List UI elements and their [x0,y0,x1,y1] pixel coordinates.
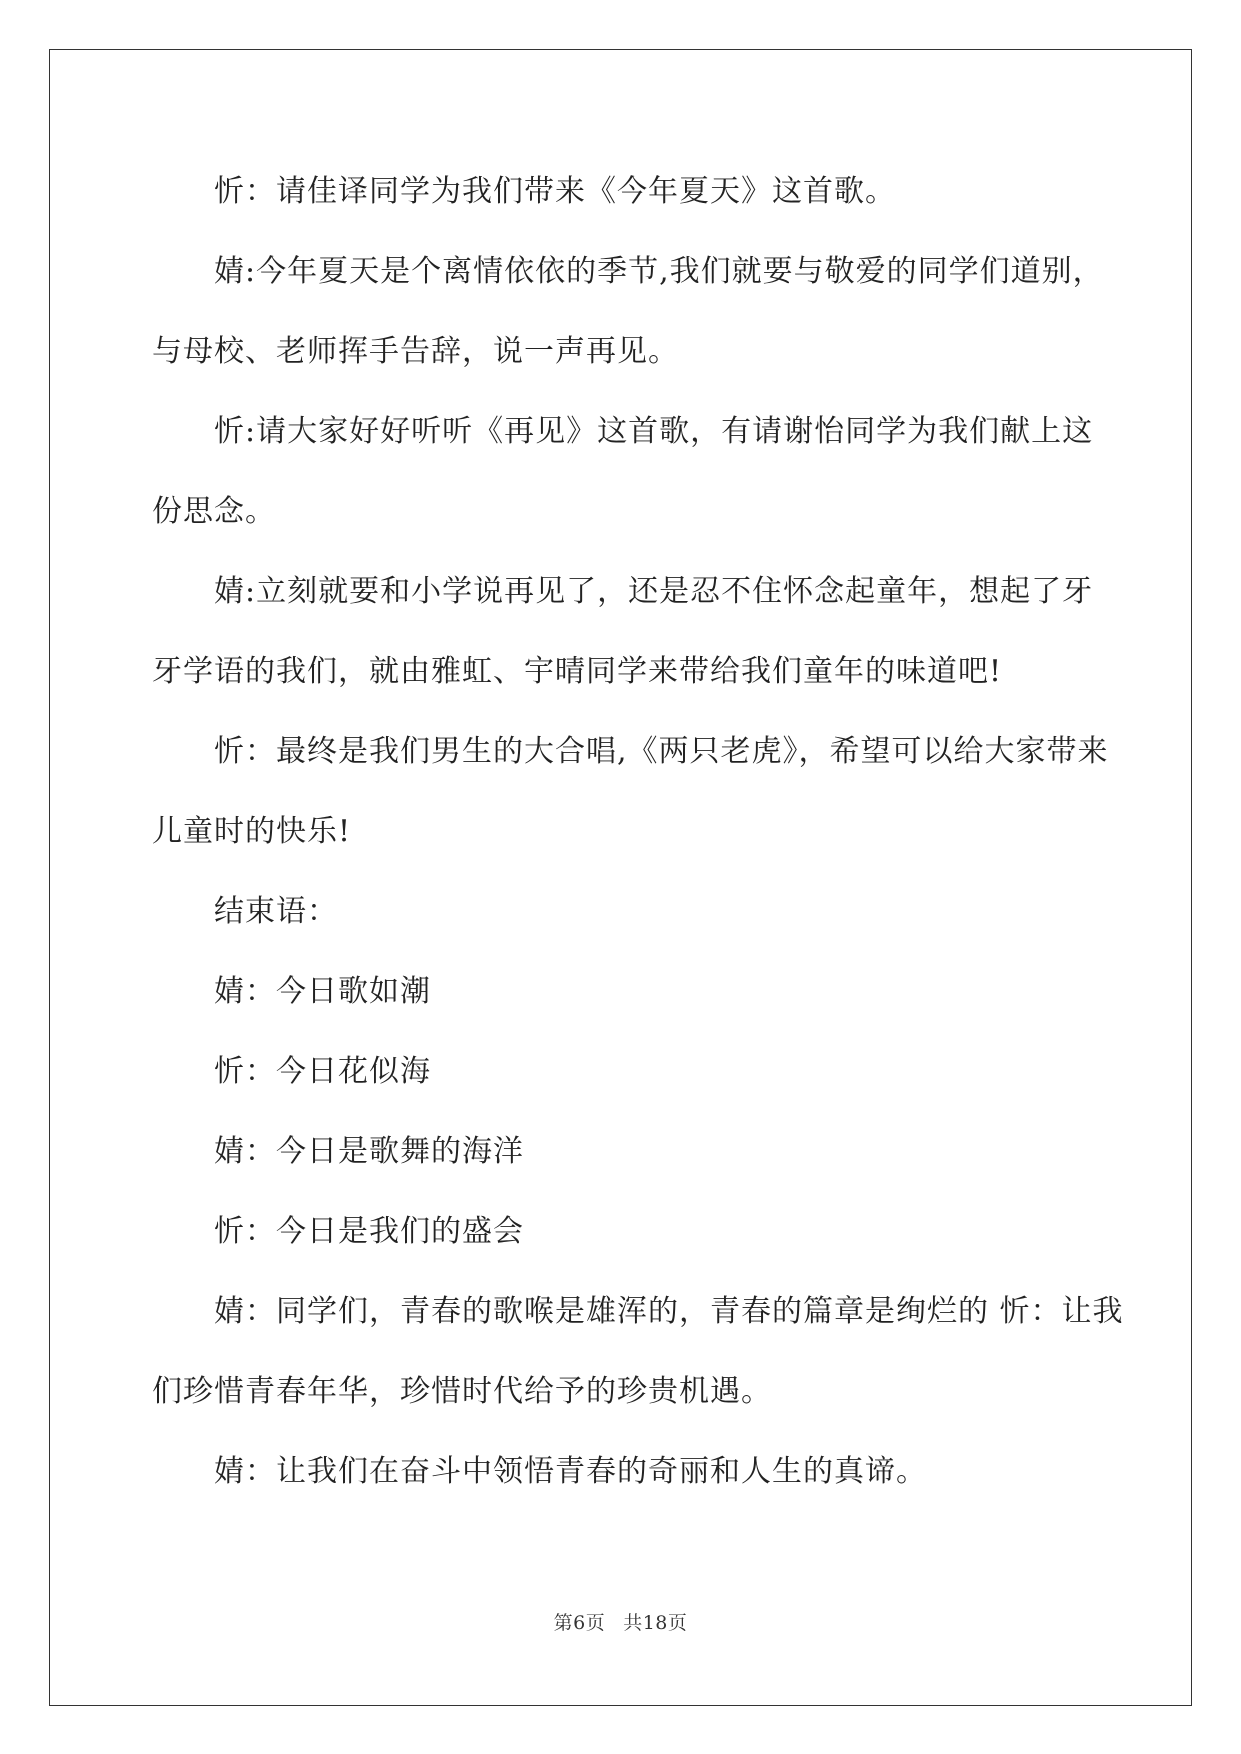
document-body [152,152,1124,1512]
section-heading: 结束语： [214,894,338,929]
paragraph: 忻：今日是我们的盛会 [214,1214,524,1249]
paragraph: 忻：今日花似海 [214,1054,431,1089]
paragraph: 婧:今年夏天是个离情依依的季节,我们就要与敬爱的同学们道别，与母校、老师挥手告辞，说一声再见。 [152,254,1104,369]
page-footer [0,1608,1241,1635]
total-pages: 共18页 [623,1612,688,1634]
paragraph: 婧：让我们在奋斗中领悟青春的奇丽和人生的真谛。 [214,1454,927,1489]
paragraph: 婧：今日歌如潮 [214,974,431,1009]
paragraph: 婧：同学们，青春的歌喉是雄浑的，青春的篇章是绚烂的 忻：让我们珍惜青春年华，珍惜时代给予的珍贵机遇。 [152,1294,1124,1409]
paragraph: 忻：请佳译同学为我们带来《今年夏天》这首歌。 [214,174,896,209]
paragraph: 忻:请大家好好听听《再见》这首歌，有请谢怡同学为我们献上这份思念。 [152,414,1094,529]
paragraph: 忻：最终是我们男生的大合唱,《两只老虎》，希望可以给大家带来儿童时的快乐! [152,734,1109,849]
paragraph: 婧：今日是歌舞的海洋 [214,1134,524,1169]
paragraph: 婧:立刻就要和小学说再见了，还是忍不住怀念起童年，想起了牙牙学语的我们，就由雅虹、宇晴同学来带给我们童年的味道吧! [152,574,1094,689]
current-page-number: 第6页 [553,1612,606,1634]
